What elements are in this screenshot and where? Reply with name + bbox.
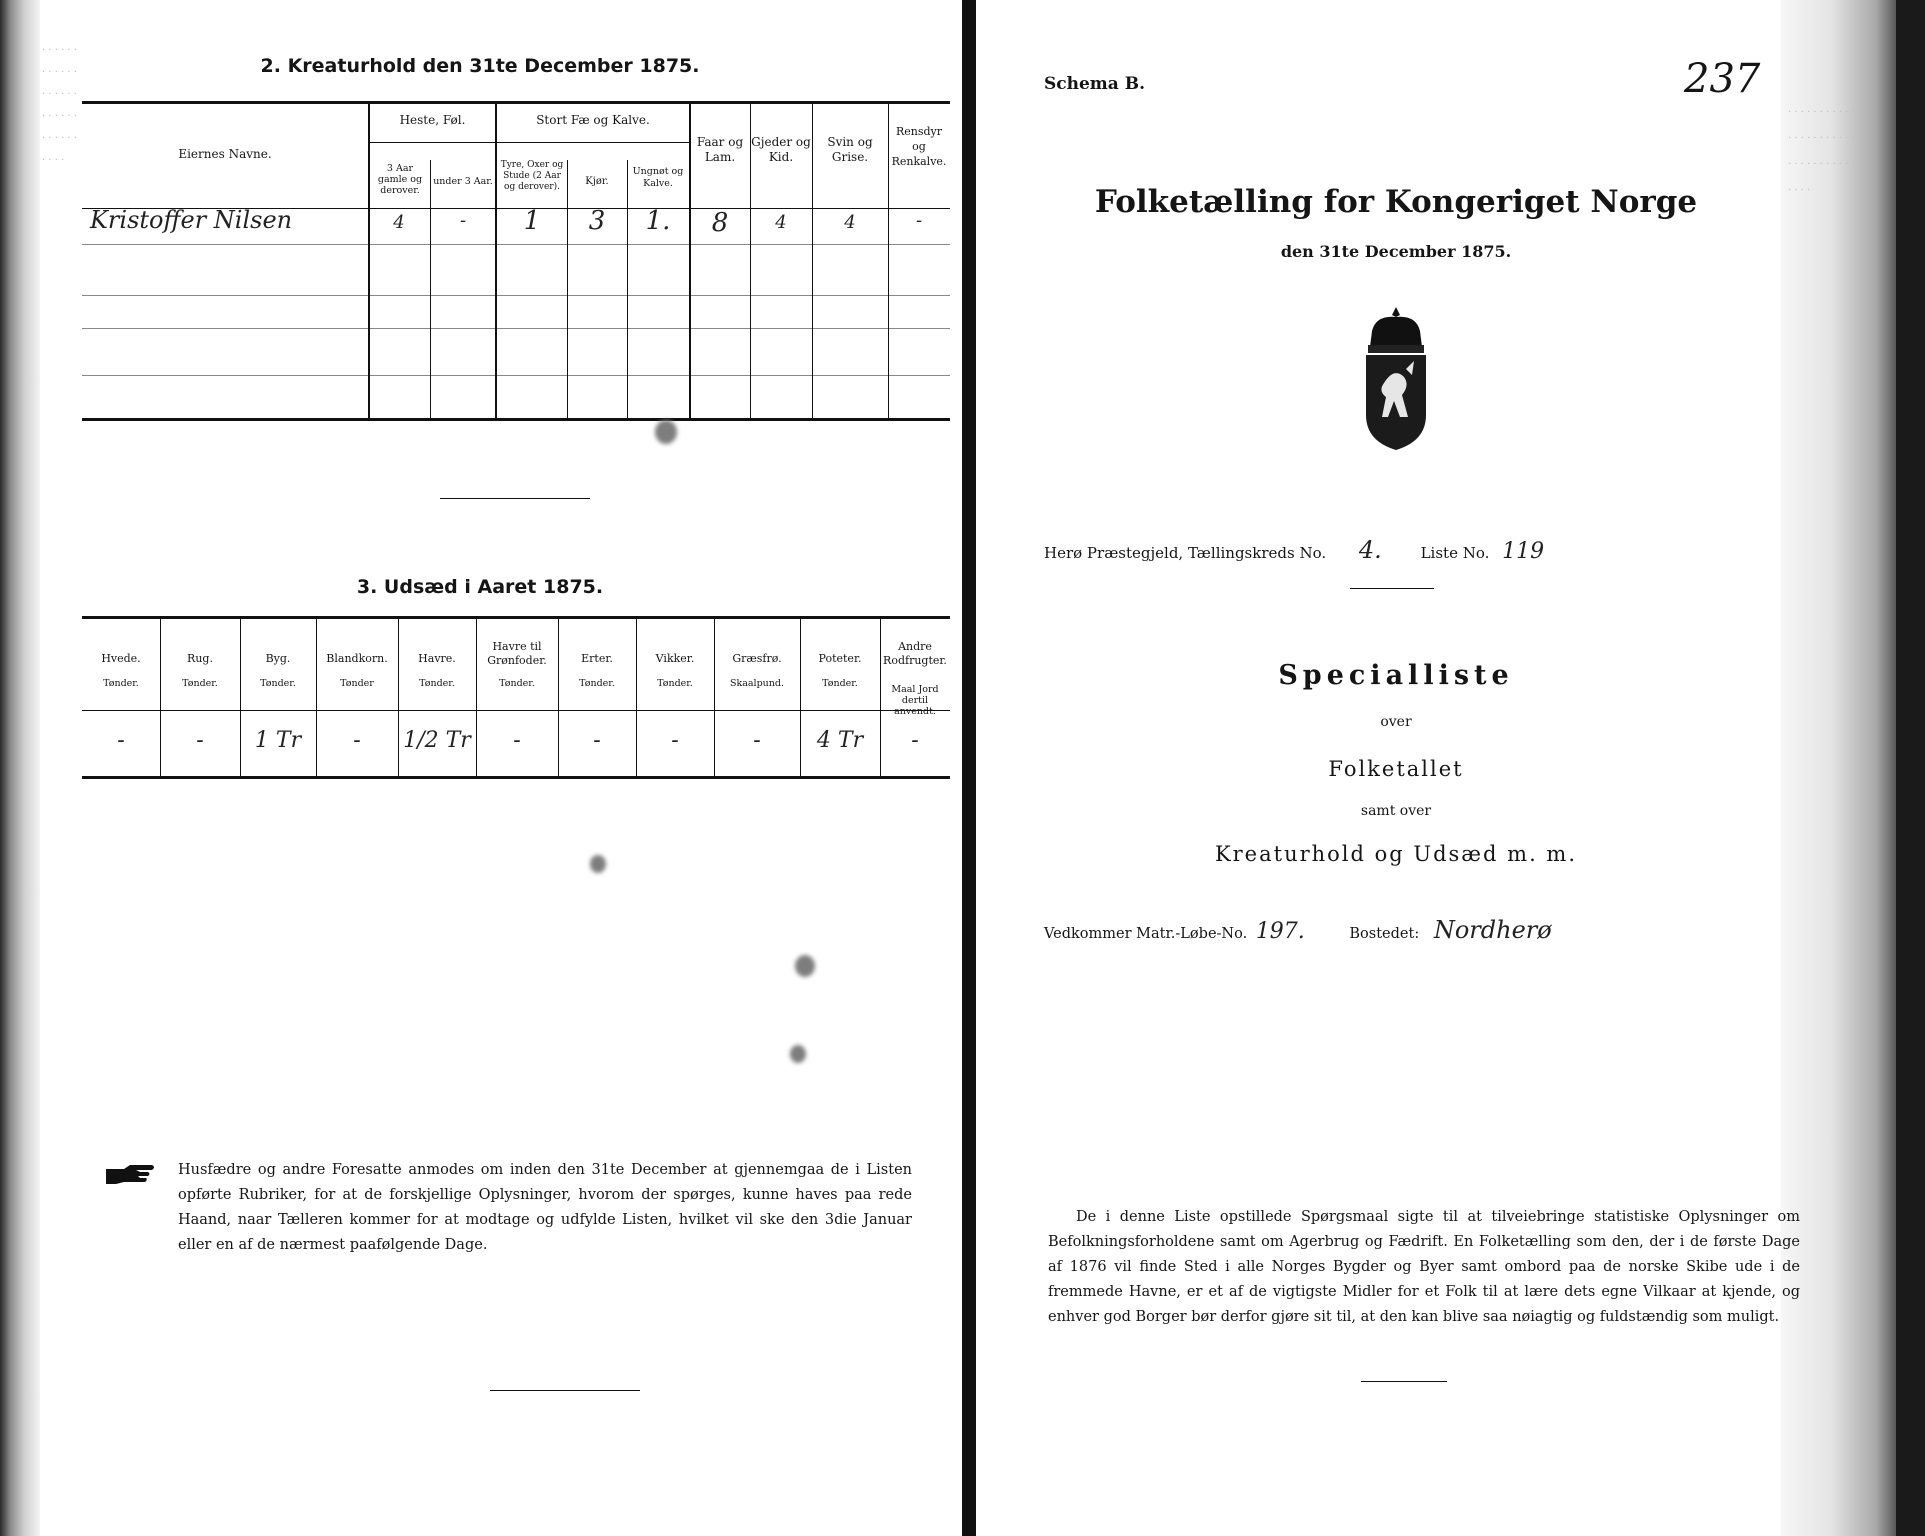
rensdyr-cell: - [915, 210, 923, 231]
column-rule [567, 160, 568, 418]
seed-value-cell: - [513, 728, 521, 753]
page-number: 237 [1684, 56, 1761, 102]
kjor-header: Kjør. [585, 176, 609, 187]
over-label: over [1380, 714, 1412, 730]
gjeder-header: Gjeder og Kid. [751, 135, 811, 164]
seed-value-cell: - [911, 728, 919, 753]
udsaed-header-rule [82, 710, 950, 711]
book-gutter [962, 0, 976, 1536]
ink-spot [590, 855, 606, 873]
specialliste-heading: Specialliste [1278, 660, 1514, 691]
coat-of-arms-icon [1356, 305, 1436, 450]
date-line: den 31te December 1875. [1280, 242, 1512, 261]
book-edge [0, 0, 40, 1536]
schema-label: Schema B. [1044, 74, 1146, 94]
column-rule [430, 160, 431, 418]
seed-col-unit: Tønder. [499, 678, 535, 689]
seed-value-cell: - [117, 728, 125, 753]
owner-name-cell: Kristoffer Nilsen [90, 206, 293, 234]
liste-number: 119 [1502, 539, 1545, 564]
liste-label: Liste No. [1420, 544, 1490, 562]
heste-under3-cell: - [459, 210, 467, 231]
pointing-hand-icon [104, 1163, 156, 1185]
kreds-number: 4. [1358, 536, 1382, 564]
seed-value-cell: - [753, 728, 761, 753]
row-rule [82, 328, 950, 329]
bosted-label: Bostedet: [1349, 926, 1420, 942]
column-rule [495, 104, 497, 418]
matr-label: Vedkommer Matr.-Løbe-No. [1044, 926, 1248, 942]
ink-spot [795, 955, 815, 977]
faar-cell: 8 [711, 208, 729, 238]
seed-col-unit: Tønder. [103, 678, 139, 689]
seed-col-header: Blandkorn. [326, 652, 388, 665]
seed-col-header: Andre Rodfrugter. [883, 640, 947, 667]
seed-value-cell: - [196, 728, 204, 753]
column-rule [368, 104, 370, 418]
bleed-through-text: · · · · · · · · · · · · · · · · · · · · · · · · · · · · · · · · · · · · · · · · · · · [1788, 107, 1868, 196]
seed-value-cell: 4 Tr [816, 728, 864, 753]
divider-rule [440, 498, 590, 499]
seed-col-unit: Tønder. [260, 678, 296, 689]
kjor-cell: 3 [588, 206, 606, 236]
tyre-oxer-header: Tyre, Oxer og Stude (2 Aar og derover). [500, 160, 564, 192]
notice-text: Husfædre og andre Foresatte anmodes om inden den 31te December at gjennemgaa de i Listen opførte Rubriker, for at de forskjellige Oplysninger, hvorom der spørges, kunne haves paa rede Haand, naar Tælleren kommer for at modtage og udfylde Listen, hvilket vil ske den 3die Januar eller en af de nærmest paafølgende Dage. [178, 1162, 912, 1253]
column-rule [627, 160, 628, 418]
kreaturhold-heading: Kreaturhold og Udsæd m. m. [1214, 842, 1578, 866]
faar-header: Faar og Lam. [696, 135, 744, 164]
gjeder-cell: 4 [775, 212, 787, 233]
tyre-oxer-cell: 1 [523, 206, 541, 236]
seed-col-header: Poteter. [818, 652, 862, 665]
svin-cell: 4 [844, 212, 856, 233]
seed-col-header: Byg. [265, 652, 291, 665]
seed-value-cell: - [353, 728, 361, 753]
table-top-rule [82, 101, 950, 104]
seed-value-cell: 1 Tr [254, 728, 302, 753]
folketallet-heading: Folketallet [1328, 757, 1464, 781]
seed-col-header: Havre til Grønfoder. [487, 640, 547, 667]
seed-col-unit: Tønder. [657, 678, 693, 689]
group-rule [497, 142, 689, 143]
seed-col-unit: Tønder. [182, 678, 218, 689]
divider-rule [1361, 1381, 1447, 1382]
seed-col-header: Erter. [581, 652, 613, 665]
seed-col-header: Græsfrø. [732, 652, 782, 665]
seed-value-cell: - [671, 728, 679, 753]
row-rule [82, 295, 950, 296]
samt-over-label: samt over [1360, 803, 1432, 819]
udsaed-title: 3. Udsæd i Aaret 1875. [356, 576, 604, 598]
kreaturhold-title: 2. Kreaturhold den 31te December 1875. [260, 55, 700, 77]
ungnot-header: Ungnøt og Kalve. [632, 166, 684, 189]
seed-col-header: Rug. [187, 652, 213, 665]
seed-value-cell: 1/2 Tr [403, 728, 471, 753]
heste-under3-header: under 3 Aar. [433, 176, 493, 187]
heste-3aar-cell: 4 [393, 212, 405, 233]
owner-column-header: Eiernes Navne. [178, 147, 272, 161]
seed-col-unit: Tønder. [822, 678, 858, 689]
heste-3aar-header: 3 Aar gamle og derover. [377, 163, 423, 196]
udsaed-bottom-rule [82, 776, 950, 779]
seed-col-unit: Tønder. [579, 678, 615, 689]
matr-line [1044, 916, 1804, 944]
matr-number: 197. [1255, 919, 1305, 944]
ink-spot [790, 1045, 806, 1063]
udsaed-top-rule [82, 616, 950, 619]
seed-col-header: Havre. [418, 652, 456, 665]
row-rule [82, 244, 950, 245]
seed-col-unit: Skaalpund. [729, 678, 785, 689]
left-page [0, 0, 962, 1536]
divider-rule [490, 1390, 640, 1391]
table-bottom-rule [82, 418, 950, 421]
seed-value-cell: - [593, 728, 601, 753]
seed-col-header: Vikker. [655, 652, 695, 665]
main-title: Folketælling for Kongeriget Norge [1094, 184, 1698, 220]
divider-rule [1350, 588, 1434, 589]
heste-group-header: Heste, Føl. [399, 113, 466, 127]
ungnot-cell: 1. [645, 206, 671, 236]
footer-paragraph: De i denne Liste opstillede Spørgsmaal sigte til at tilveiebringe statistiske Oplysninger om Befolkningsforholdene samt om Agerbrug og Fædrift. En Folketælling som den, der i de første Dage af 1876 vil finde Sted i alle Norges Bygder og Byer samt ombord paa de norske Skibe ude i de fremmede Havne, er et af de vigtigste Midler for et Folk til at lære dets egne Vilkaar at kjende, og enhver god Borger bør derfor gjøre sit til, at den kan blive saa nøiagtig og fuldstændig som muligt. [1048, 1209, 1800, 1325]
right-page [976, 0, 1896, 1536]
bleed-through-text: · · · · · · · · · · · · · · · · · · · · · · · · · · · · · · · · · · [42, 45, 77, 166]
svin-header: Svin og Grise. [827, 135, 873, 164]
seed-col-unit: Maal Jord dertil anvendt. [891, 684, 939, 717]
rensdyr-header: Rensdyr og Renkalve. [891, 125, 947, 168]
stort-fae-group-header: Stort Fæ og Kalve. [536, 113, 650, 127]
location-line [1044, 536, 1804, 564]
seed-col-unit: Tønder [340, 678, 374, 689]
seed-col-unit: Tønder. [419, 678, 455, 689]
group-rule [370, 142, 495, 143]
row-rule [82, 375, 950, 376]
location-label: Herø Præstegjeld, Tællingskreds No. [1044, 544, 1327, 562]
ink-spot [655, 420, 677, 444]
seed-col-header: Hvede. [101, 652, 141, 665]
bosted-value: Nordherø [1433, 916, 1552, 944]
